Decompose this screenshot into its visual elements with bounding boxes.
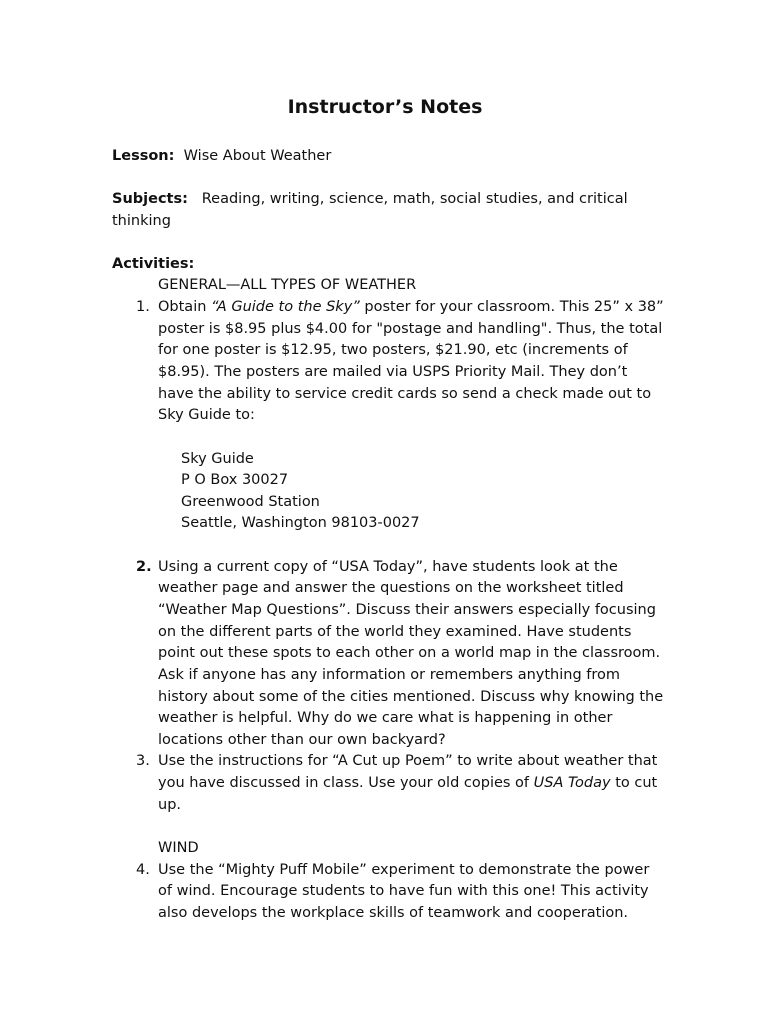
item-2-line-5: point out these spots to each other on a world map in the classroom. [158, 645, 661, 661]
section-wind-heading: WIND [158, 840, 199, 856]
item-1-line-6: Sky Guide to: [158, 407, 255, 423]
item-1-text: poster for your classroom. This 25” x 38” [359, 299, 664, 315]
address-line-1: Sky Guide [181, 451, 254, 467]
poster-title: “A Guide to the Sky” [211, 299, 360, 315]
item-3-text: you have discussed in class. Use your old copies of [158, 775, 534, 791]
item-4-line-1: Use the “Mighty Puff Mobile” experiment to demonstrate the power [158, 862, 650, 878]
address-line-4: Seattle, Washington 98103-0027 [181, 515, 420, 531]
item-2-line-4: on the different parts of the world they examined. Have students [158, 624, 632, 640]
lesson-value: Wise About Weather [183, 148, 332, 164]
item-4-line-2: of wind. Encourage students to have fun with this one! This activity [158, 883, 649, 899]
item-1-line-3: for one poster is $12.95, two posters, $21.90, etc (increments of [158, 342, 628, 358]
lesson-label: Lesson: [112, 148, 175, 164]
subjects-line [112, 191, 628, 207]
item-1-text: Obtain [158, 299, 212, 315]
item-2-line-8: weather is helpful. Why do we care what is happening in other [158, 710, 613, 726]
item-2-line-1: Using a current copy of “USA Today”, have students look at the [158, 559, 618, 575]
lesson-line [112, 148, 331, 164]
subjects-value-continued: thinking [112, 213, 171, 229]
item-2-number: 2. [136, 559, 152, 575]
item-3-number: 3. [136, 753, 150, 769]
item-1-line-5: have the ability to service credit cards so send a check made out to [158, 386, 652, 402]
newspaper-title: USA Today [533, 775, 611, 791]
item-2-line-6: Ask if anyone has any information or remembers anything from [158, 667, 621, 683]
page-title: Instructor’s Notes [287, 96, 483, 118]
item-1-number: 1. [136, 299, 150, 315]
section-general-heading: GENERAL—ALL TYPES OF WEATHER [158, 277, 417, 293]
item-3-line-3: up. [158, 797, 182, 813]
item-1-line-4: $8.95). The posters are mailed via USPS Priority Mail. They don’t [158, 364, 628, 380]
item-1-line-2: poster is $8.95 plus $4.00 for "postage and handling". Thus, the total [158, 321, 663, 337]
address-line-3: Greenwood Station [181, 494, 320, 510]
item-4-number: 4. [136, 862, 150, 878]
item-3-line-1: Use the instructions for “A Cut up Poem” to write about weather that [158, 753, 658, 769]
subjects-value: Reading, writing, science, math, social studies, and critical [201, 191, 628, 207]
subjects-label: Subjects: [112, 191, 188, 207]
item-2-line-9: locations other than our own backyard? [158, 732, 446, 748]
item-2-line-2: weather page and answer the questions on the worksheet titled [158, 580, 624, 596]
item-3-text: to cut [610, 775, 658, 791]
item-2-line-3: “Weather Map Questions”. Discuss their answers especially focusing [158, 602, 656, 618]
item-4-line-3: also develops the workplace skills of teamwork and cooperation. [158, 905, 629, 921]
address-line-2: P O Box 30027 [181, 472, 289, 488]
item-1-line-1 [158, 299, 664, 315]
item-2-line-7: history about some of the cities mentioned. Discuss why knowing the [158, 689, 664, 705]
activities-label: Activities: [112, 256, 195, 272]
item-3-line-2 [158, 775, 657, 791]
